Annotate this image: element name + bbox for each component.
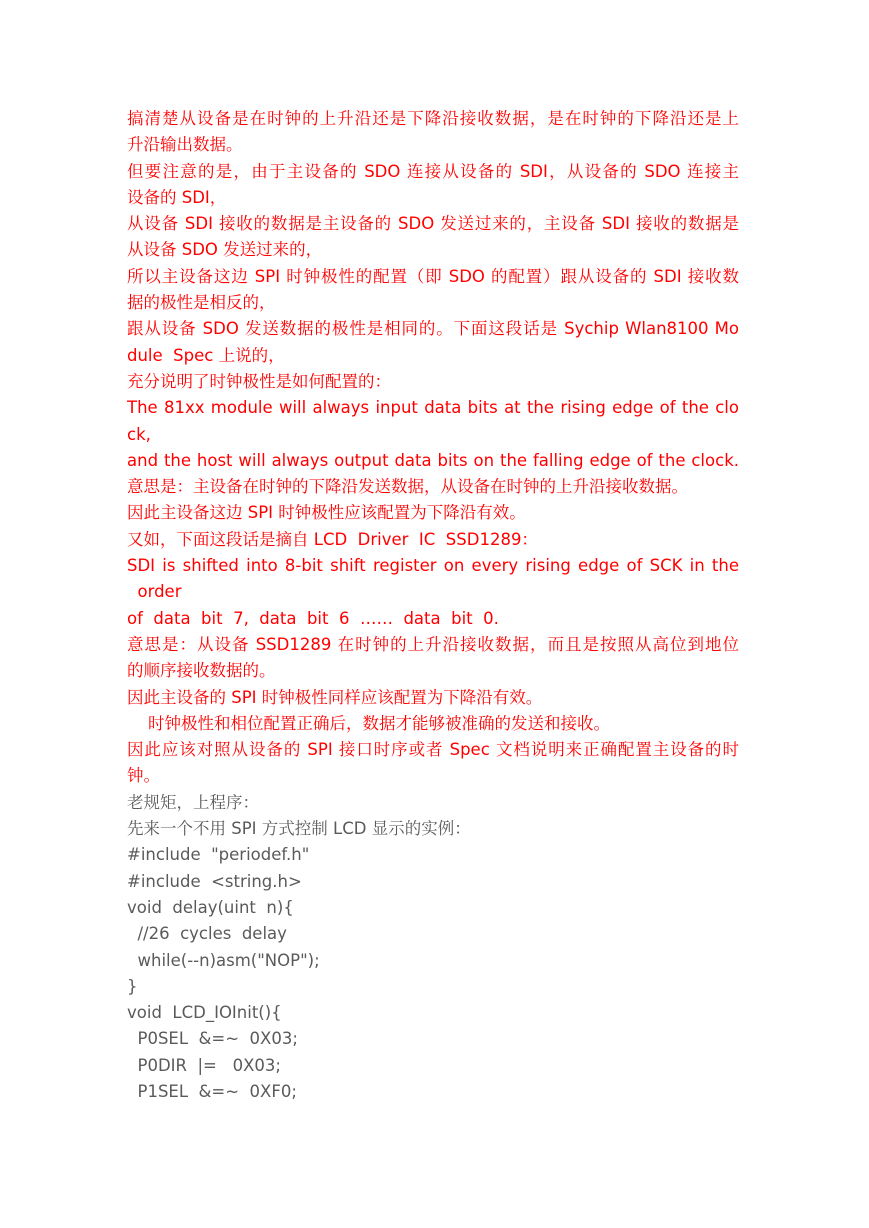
text-line: 因此主设备这边 SPI 时钟极性应该配置为下降沿有效。 xyxy=(127,503,526,523)
text-line: 因此主设备的 SPI 时钟极性同样应该配置为下降沿有效。 xyxy=(127,687,543,707)
code-line: P1SEL &=~ 0XF0; xyxy=(127,1081,297,1101)
code-line: 先来一个不用 SPI 方式控制 LCD 显示的实例： xyxy=(127,819,471,839)
text-line: 充分说明了时钟极性是如何配置的： xyxy=(127,371,391,391)
text-line: 但要注意的是，由于主设备的 SDO 连接从设备的 SDI，从设备的 SDO 连接主 xyxy=(127,161,739,181)
code-line: #include <string.h> xyxy=(127,871,302,891)
text-line: 时钟极性和相位配置正确后，数据才能够被准确的发送和接收。 xyxy=(127,713,610,733)
text-line: 的顺序接收数据的。 xyxy=(127,661,276,681)
code-line: while(--n)asm("NOP"); xyxy=(127,950,320,970)
code-line: //26 cycles delay xyxy=(127,924,287,944)
text-line: dule Spec 上说的， xyxy=(127,345,285,365)
text-line: 设备的 SDI， xyxy=(127,187,227,207)
text-line: 跟从设备 SDO 发送数据的极性是相同的。下面这段话是 Sychip Wlan8100 Mo xyxy=(127,319,739,339)
code-line: P0SEL &=~ 0X03; xyxy=(127,1029,298,1049)
code-line: void delay(uint n){ xyxy=(127,897,294,917)
code-line: void LCD_IOInit(){ xyxy=(127,1003,282,1023)
text-line: 意思是：主设备在时钟的下降沿发送数据，从设备在时钟的上升沿接收数据。 xyxy=(127,477,688,497)
text-line: of data bit 7, data bit 6 …… data bit 0. xyxy=(127,608,499,628)
text-line: 据的极性是相反的， xyxy=(127,293,276,313)
text-line: 又如，下面这段话是摘自 LCD Driver IC SSD1289： xyxy=(127,529,538,549)
code-line: } xyxy=(127,976,138,996)
text-line: 从设备 SDO 发送过来的， xyxy=(127,240,323,260)
text-line: 从设备 SDI 接收的数据是主设备的 SDO 发送过来的，主设备 SDI 接收的数据是 xyxy=(127,214,739,234)
text-line: SDI is shifted into 8-bit shift register on every rising edge of SCK in the xyxy=(127,556,739,576)
document-page xyxy=(127,106,739,1105)
text-line: 因此应该对照从设备的 SPI 接口时序或者 Spec 文档说明来正确配置主设备的时 xyxy=(127,740,739,760)
text-line: order xyxy=(127,582,182,602)
text-line: 搞清楚从设备是在时钟的上升沿还是下降沿接收数据，是在时钟的下降沿还是上 xyxy=(127,109,739,128)
text-line: 钟。 xyxy=(127,766,160,786)
text-line: 所以主设备这边 SPI 时钟极性的配置（即 SDO 的配置）跟从设备的 SDI 接收数 xyxy=(127,266,739,286)
code-line: 老规矩，上程序： xyxy=(127,792,259,812)
code-line: P0DIR |= 0X03; xyxy=(127,1055,281,1075)
text-line: 升沿输出数据。 xyxy=(127,135,243,155)
text-line: The 81xx module will always input data bits at the rising edge of the clo xyxy=(127,398,739,418)
text-line: 意思是：从设备 SSD1289 在时钟的上升沿接收数据，而且是按照从高位到地位 xyxy=(127,634,739,654)
text-line: ck, xyxy=(127,424,151,444)
text-line: and the host will always output data bits on the falling edge of the clock. xyxy=(127,450,739,470)
code-line: #include "periodef.h" xyxy=(127,845,310,865)
